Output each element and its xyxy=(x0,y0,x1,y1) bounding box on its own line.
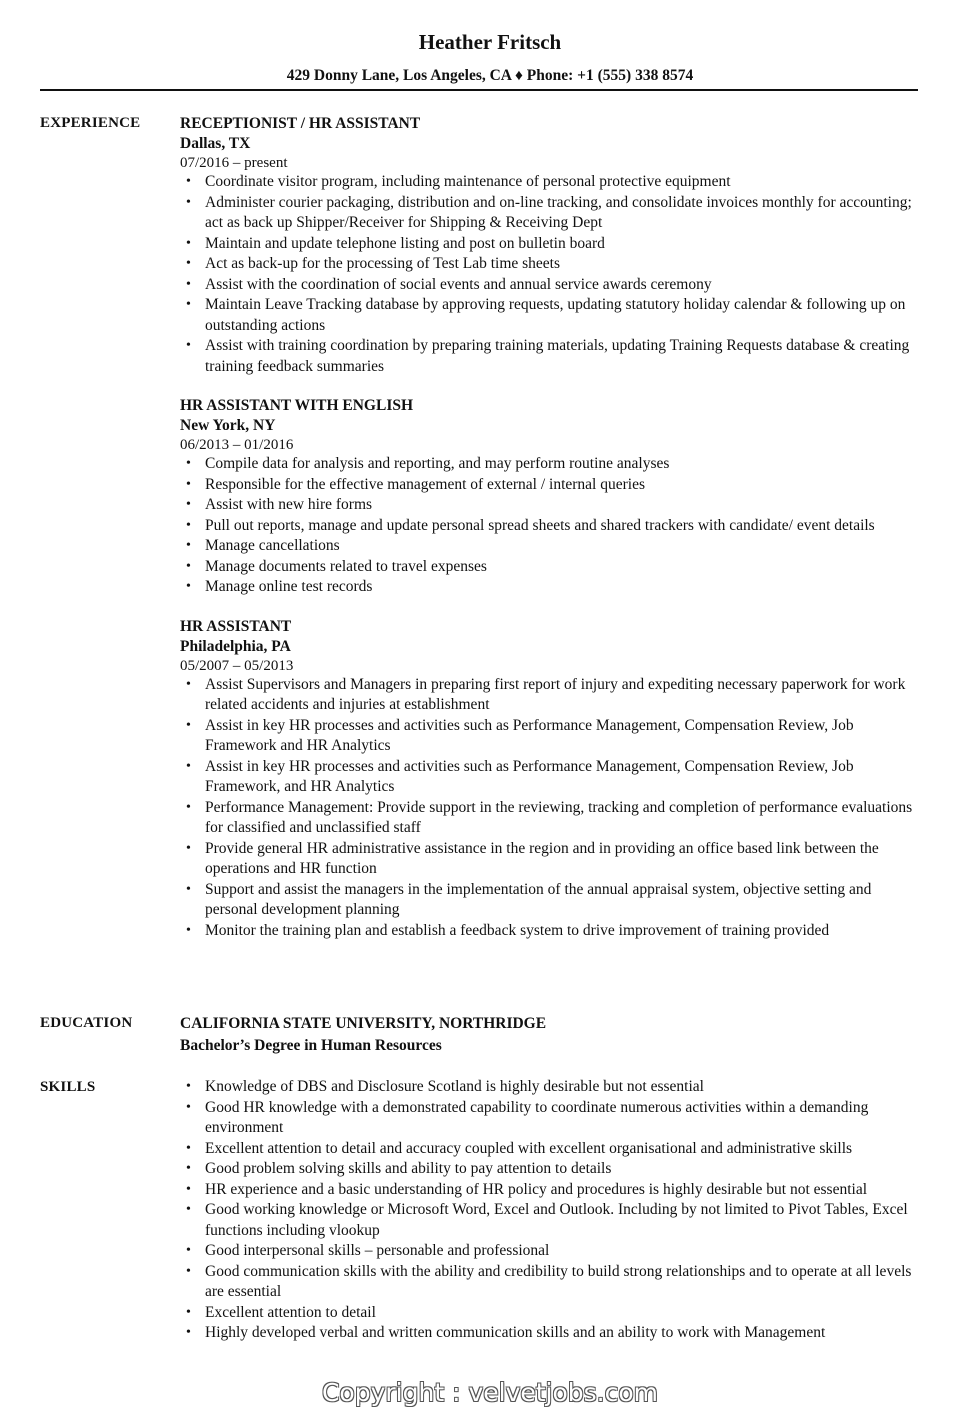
experience-body xyxy=(180,113,925,959)
job-location: Philadelphia, PA xyxy=(180,637,291,655)
job-bullets xyxy=(180,675,925,942)
education-body xyxy=(180,1013,925,1057)
skills-list xyxy=(180,1077,925,1344)
skill-item: • Good communication skills with the ability and credibility to build strong relationships and to operate at all levels are essential xyxy=(205,1262,925,1303)
skill-item: • Excellent attention to detail xyxy=(205,1303,925,1324)
bullet-item: • Assist in key HR processes and activities such as Performance Management, Compensation Review, Job Framework and HR Analytics xyxy=(205,716,925,757)
bullet-item: • Assist Supervisors and Managers in preparing first report of injury and expediting necessary paperwork for work related accidents and injuries at establishment xyxy=(205,675,925,716)
candidate-name: Heather Fritsch xyxy=(418,30,562,54)
bullet-item: • Administer courier packaging, distribution and on-line tracking, and consolidate invoices monthly for accounting; act as back up Shipper/Receiver for Shipping & Receiving Dept xyxy=(205,193,925,234)
section-label-skills: SKILLS xyxy=(40,1079,96,1095)
skill-item: • Good HR knowledge with a demonstrated capability to coordinate numerous activities within a demanding environment xyxy=(205,1098,925,1139)
bullet-item: • Pull out reports, manage and update personal spread sheets and shared trackers with candidate/ event details xyxy=(205,516,925,537)
job-entry xyxy=(180,113,925,377)
job-title: HR ASSISTANT WITH ENGLISH xyxy=(180,397,414,414)
skill-item: • Excellent attention to detail and accuracy coupled with excellent organisational and administrative skills xyxy=(205,1139,925,1160)
job-entry xyxy=(180,616,925,942)
skill-item: • Good working knowledge or Microsoft Word, Excel and Outlook. Including by not limited to Pivot Tables, Excel functions including vlookup xyxy=(205,1200,925,1241)
bullet-item: • Manage cancellations xyxy=(205,536,925,557)
contact-line: 429 Donny Lane, Los Angeles, CA ♦ Phone: +1 (555) 338 8574 xyxy=(286,67,694,84)
job-bullets xyxy=(180,454,925,598)
skill-item: • HR experience and a basic understanding of HR policy and procedures is highly desirable but not essential xyxy=(205,1180,925,1201)
bullet-item: • Maintain Leave Tracking database by approving requests, updating statutory holiday calendar & following up on outstanding actions xyxy=(205,295,925,336)
bullet-item: • Manage online test records xyxy=(205,577,925,598)
copyright-watermark: Copyright : velvetjobs.com xyxy=(321,1378,659,1407)
school-name: CALIFORNIA STATE UNIVERSITY, NORTHRIDGE xyxy=(180,1015,547,1032)
bullet-item: • Act as back-up for the processing of Test Lab time sheets xyxy=(205,254,925,275)
skill-item: • Highly developed verbal and written communication skills and an ability to work with Management xyxy=(205,1323,925,1344)
bullet-item: • Assist with the coordination of social events and annual service awards ceremony xyxy=(205,275,925,296)
job-dates: 07/2016 – present xyxy=(180,155,288,171)
bullet-item: • Support and assist the managers in the implementation of the annual appraisal system, objective setting and personal development planning xyxy=(205,880,925,921)
bullet-item: • Maintain and update telephone listing and post on bulletin board xyxy=(205,234,925,255)
skills-body xyxy=(180,1077,925,1344)
degree: Bachelor’s Degree in Human Resources xyxy=(180,1037,442,1054)
job-entry xyxy=(180,395,925,598)
bullet-item: • Monitor the training plan and establish a feedback system to drive improvement of training provided xyxy=(205,921,925,942)
bullet-item: • Assist with training coordination by preparing training materials, updating Training Requests database & creating training feedback summaries xyxy=(205,336,925,377)
bullet-item: • Responsible for the effective management of external / internal queries xyxy=(205,475,925,496)
bullet-item: • Performance Management: Provide support in the reviewing, tracking and completion of performance evaluations for classified and unclassified staff xyxy=(205,798,925,839)
job-bullets xyxy=(180,172,925,377)
bullet-item: • Compile data for analysis and reporting, and may perform routine analyses xyxy=(205,454,925,475)
bullet-item: • Manage documents related to travel expenses xyxy=(205,557,925,578)
job-location: Dallas, TX xyxy=(180,135,251,152)
skill-item: • Good problem solving skills and ability to pay attention to details xyxy=(205,1159,925,1180)
section-label-experience: EXPERIENCE xyxy=(40,115,141,131)
bullet-item: • Assist in key HR processes and activities such as Performance Management, Compensation Review, Job Framework, and HR Analytics xyxy=(205,757,925,798)
section-label-education: EDUCATION xyxy=(40,1015,133,1031)
job-title: HR ASSISTANT xyxy=(180,617,292,635)
bullet-item: • Assist with new hire forms xyxy=(205,495,925,516)
job-title: RECEPTIONIST / HR ASSISTANT xyxy=(180,115,421,132)
header-divider xyxy=(40,89,918,91)
skill-item: • Knowledge of DBS and Disclosure Scotland is highly desirable but not essential xyxy=(205,1077,925,1098)
skill-item: • Good interpersonal skills – personable and professional xyxy=(205,1241,925,1262)
bullet-item: • Provide general HR administrative assistance in the region and in providing an office based link between the operations and HR function xyxy=(205,839,925,880)
job-dates: 05/2007 – 05/2013 xyxy=(180,657,294,674)
job-dates: 06/2013 – 01/2016 xyxy=(180,437,294,453)
bullet-item: • Coordinate visitor program, including maintenance of personal protective equipment xyxy=(205,172,925,193)
job-location: New York, NY xyxy=(180,417,276,434)
